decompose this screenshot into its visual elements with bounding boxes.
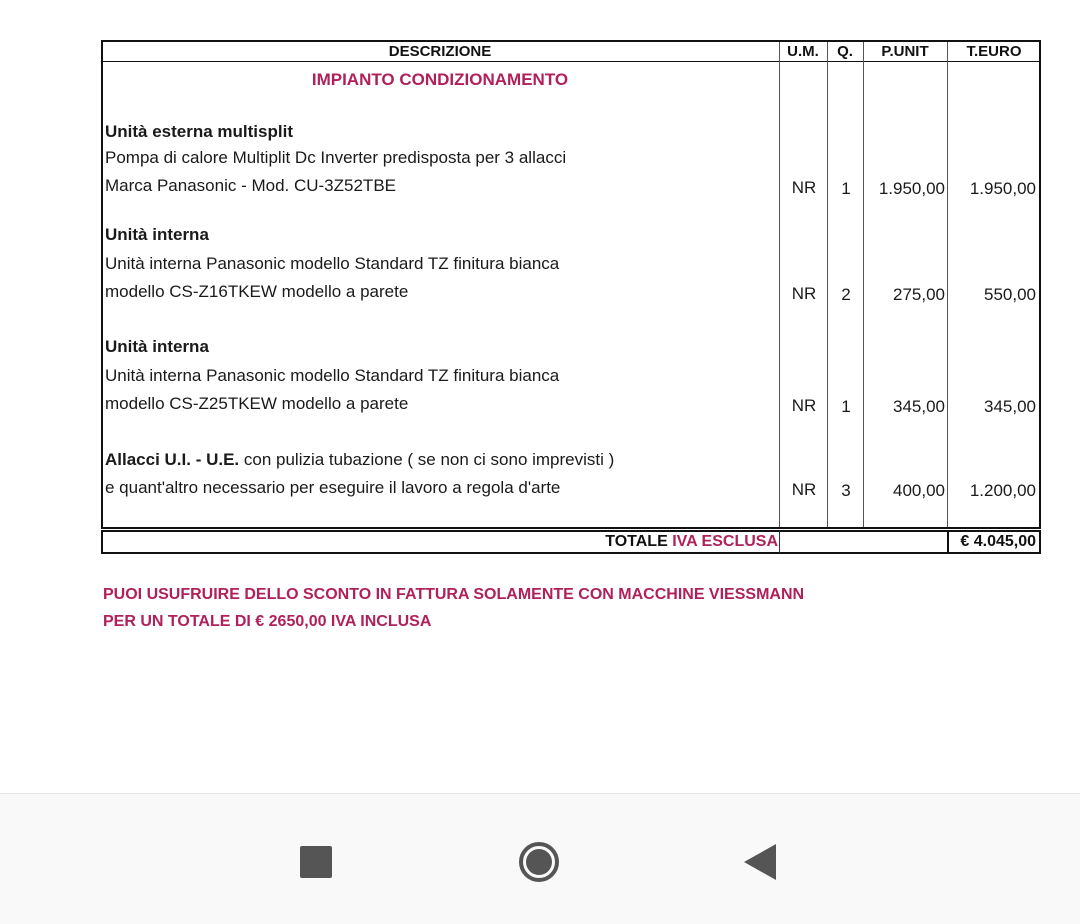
total-divider — [779, 531, 780, 553]
item-desc-line: Unità interna Panasonic modello Standard TZ finitura bianca — [105, 254, 560, 273]
item-desc-line: e quant'altro necessario per eseguire il lavoro a regola d'arte — [105, 478, 561, 497]
column-divider — [827, 42, 828, 527]
item-total: 345,00 — [984, 397, 1036, 416]
triangle-back-icon — [744, 844, 776, 880]
discount-note: PUOI USUFRUIRE DELLO SCONTO IN FATTURA SOLAMENTE CON MACCHINE VIESSMANN — [103, 586, 805, 603]
item-qty: 2 — [841, 285, 851, 304]
item-title: Unità interna — [105, 225, 209, 244]
home-button[interactable] — [499, 832, 579, 892]
circle-home-icon — [519, 842, 559, 882]
column-divider — [779, 42, 780, 527]
total-row — [101, 530, 1041, 554]
item-um: NR — [791, 284, 817, 303]
item-desc-line: Unità interna Panasonic modello Standard TZ finitura bianca — [105, 366, 560, 385]
item-unit-price: 1.950,00 — [878, 179, 945, 198]
item-qty: 1 — [841, 397, 851, 416]
item-qty: 3 — [841, 481, 851, 500]
item-title-line — [105, 450, 614, 470]
item-title: Unità esterna multisplit — [105, 122, 293, 141]
item-um: NR — [791, 178, 817, 197]
total-label — [605, 533, 778, 551]
recents-button[interactable] — [276, 832, 356, 892]
item-um: NR — [791, 396, 817, 415]
item-total: 1.950,00 — [969, 179, 1036, 198]
item-desc-line: modello CS-Z16TKEW modello a parete — [105, 282, 409, 301]
section-title: IMPIANTO CONDIZIONAMENTO — [311, 70, 569, 89]
total-value: € 4.045,00 — [947, 531, 1038, 553]
header-q: Q. — [837, 43, 853, 60]
item-unit-price: 400,00 — [893, 481, 945, 500]
navigation-bar — [0, 793, 1080, 924]
header-um: U.M. — [787, 43, 819, 60]
header-divider — [101, 61, 1041, 62]
item-title: Unità interna — [105, 337, 209, 356]
item-desc-line: Pompa di calore Multiplit Dc Inverter predisposta per 3 allacci — [105, 148, 567, 167]
back-button[interactable] — [720, 832, 800, 892]
item-desc-line: Marca Panasonic - Mod. CU-3Z52TBE — [105, 176, 396, 195]
item-desc-line: modello CS-Z25TKEW modello a parete — [105, 394, 409, 413]
total-label-black: TOTALE — [605, 533, 668, 550]
header-punit: P.UNIT — [881, 43, 929, 60]
square-icon — [300, 846, 332, 878]
item-title-rest: con pulizia tubazione ( se non ci sono imprevisti ) — [239, 450, 615, 469]
column-divider — [863, 42, 864, 527]
column-divider — [947, 42, 948, 527]
discount-note: PER UN TOTALE DI € 2650,00 IVA INCLUSA — [103, 613, 432, 630]
total-label-pink: IVA ESCLUSA — [672, 533, 778, 550]
item-unit-price: 275,00 — [893, 285, 945, 304]
item-total: 550,00 — [984, 285, 1036, 304]
header-descrizione: DESCRIZIONE — [388, 43, 492, 60]
item-um: NR — [791, 480, 817, 499]
item-qty: 1 — [841, 179, 851, 198]
item-title: Allacci U.I. - U.E. — [105, 450, 240, 469]
item-unit-price: 345,00 — [893, 397, 945, 416]
header-teuro: T.EURO — [966, 43, 1022, 60]
item-total: 1.200,00 — [969, 481, 1036, 500]
